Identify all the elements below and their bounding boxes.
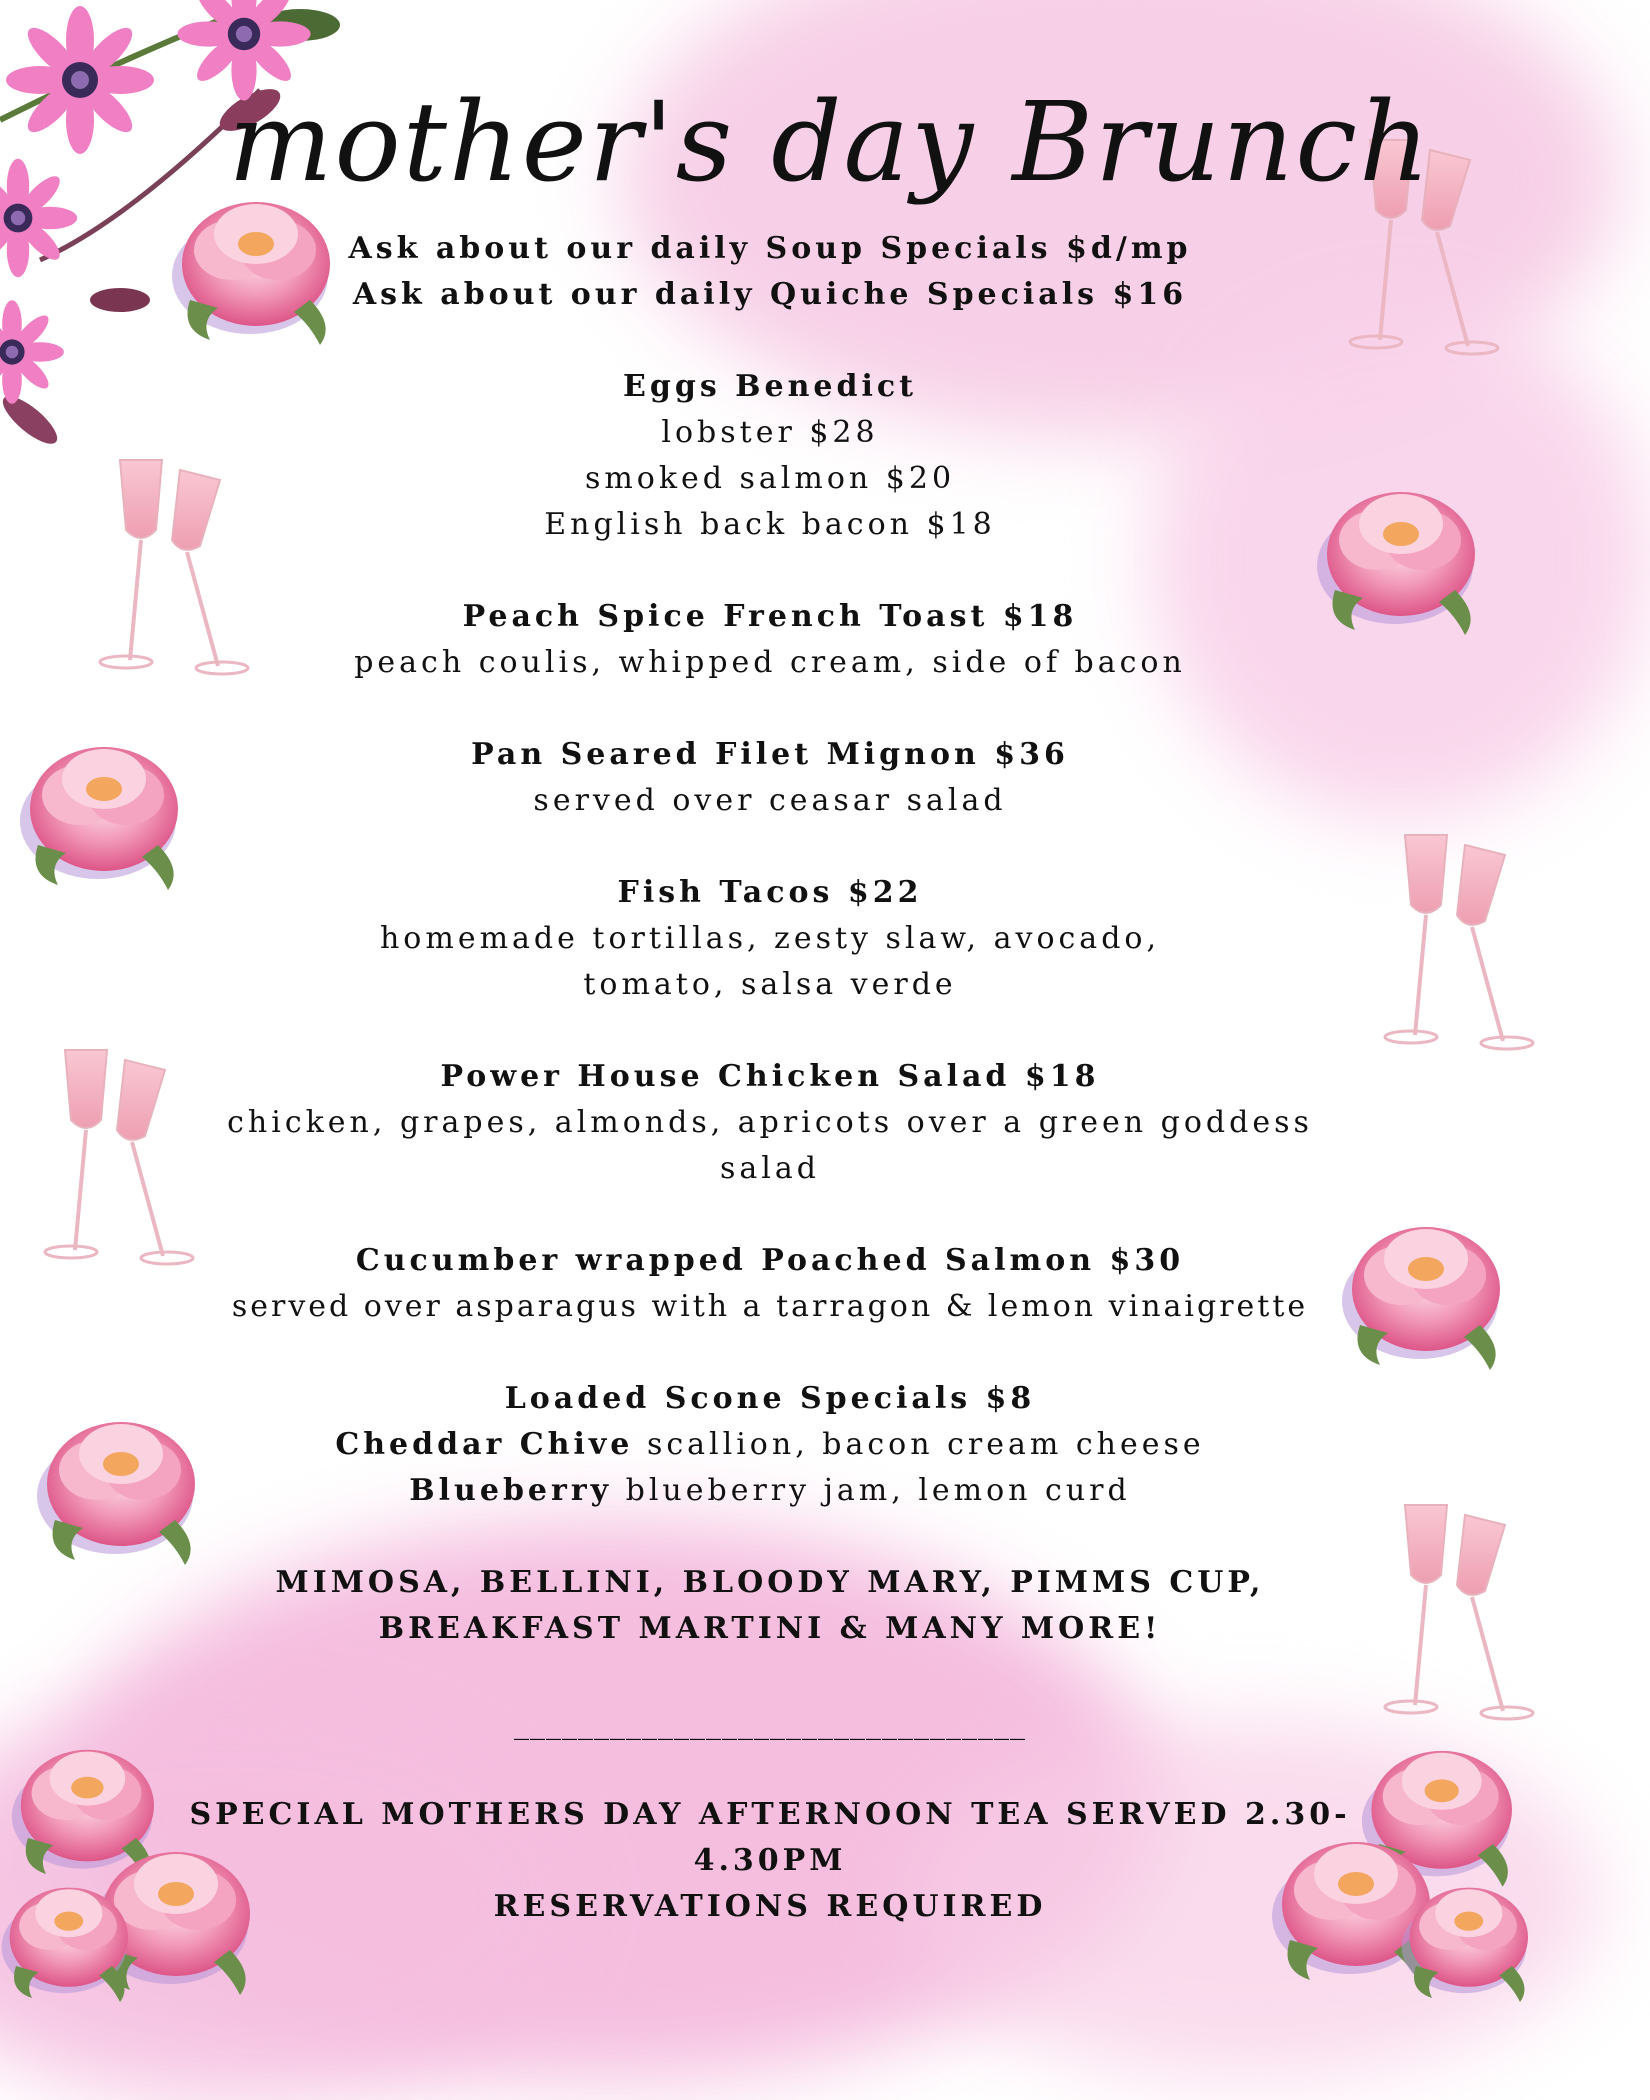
eggs-benedict-section	[170, 364, 1370, 548]
eggs-benedict-option: smoked salmon $20	[584, 461, 956, 496]
menu-body	[170, 226, 1370, 1930]
scone-desc: scallion, bacon cream cheese	[646, 1427, 1205, 1462]
tacos-desc: homemade tortillas, zesty slaw, avocado,	[379, 921, 1160, 956]
french-toast-heading: Peach Spice French Toast $18	[462, 599, 1078, 634]
soup-special: Ask about our daily Soup Specials $d/mp	[348, 231, 1192, 266]
footer-line: RESERVATIONS REQUIRED	[493, 1889, 1047, 1924]
menu-title	[228, 40, 1432, 240]
drinks-line: MIMOSA, BELLINI, BLOODY MARY, PIMMS CUP,	[275, 1565, 1265, 1600]
footer-line: 4.30PM	[693, 1843, 847, 1878]
filet-section	[170, 732, 1370, 824]
quiche-special: Ask about our daily Quiche Specials $16	[352, 277, 1188, 312]
divider: ________________________________	[514, 1706, 1026, 1741]
filet-desc: served over ceasar salad	[533, 783, 1007, 818]
scone-item	[170, 1468, 1370, 1514]
scones-section	[170, 1376, 1370, 1514]
eggs-benedict-heading: Eggs Benedict	[623, 369, 917, 404]
scone-desc: blueberry jam, lemon curd	[625, 1473, 1131, 1508]
scone-name: Cheddar Chive	[335, 1427, 634, 1462]
eggs-benedict-option: lobster $28	[661, 415, 879, 450]
salmon-section	[170, 1238, 1370, 1330]
chicken-salad-desc: chicken, grapes, almonds, apricots over a green goddess	[227, 1105, 1313, 1140]
menu-title-text: mother's day Brunch	[228, 78, 1432, 206]
chicken-salad-heading: Power House Chicken Salad $18	[440, 1059, 1100, 1094]
tacos-heading: Fish Tacos $22	[617, 875, 923, 910]
french-toast-section	[170, 594, 1370, 686]
filet-heading: Pan Seared Filet Mignon $36	[471, 737, 1069, 772]
scones-heading: Loaded Scone Specials $8	[504, 1381, 1036, 1416]
scone-name: Blueberry	[409, 1473, 613, 1508]
scone-item	[170, 1422, 1370, 1468]
footer-line: SPECIAL MOTHERS DAY AFTERNOON TEA SERVED 2.30-	[189, 1797, 1351, 1832]
salmon-heading: Cucumber wrapped Poached Salmon $30	[355, 1243, 1185, 1278]
tacos-desc: tomato, salsa verde	[583, 967, 957, 1002]
chicken-salad-desc: salad	[720, 1151, 820, 1186]
drinks-section	[170, 1560, 1370, 1652]
champagne-toast-illustration	[1345, 1495, 1545, 1735]
tacos-section	[170, 870, 1370, 1008]
salmon-desc: served over asparagus with a tarragon & lemon vinaigrette	[231, 1289, 1309, 1324]
champagne-toast-illustration	[1355, 825, 1545, 1065]
chicken-salad-section	[170, 1054, 1370, 1192]
drinks-line: BREAKFAST MARTINI & MANY MORE!	[378, 1611, 1162, 1646]
french-toast-desc: peach coulis, whipped cream, side of bacon	[354, 645, 1186, 680]
eggs-benedict-option: English back bacon $18	[544, 507, 996, 542]
afternoon-tea-notice	[170, 1792, 1370, 1930]
